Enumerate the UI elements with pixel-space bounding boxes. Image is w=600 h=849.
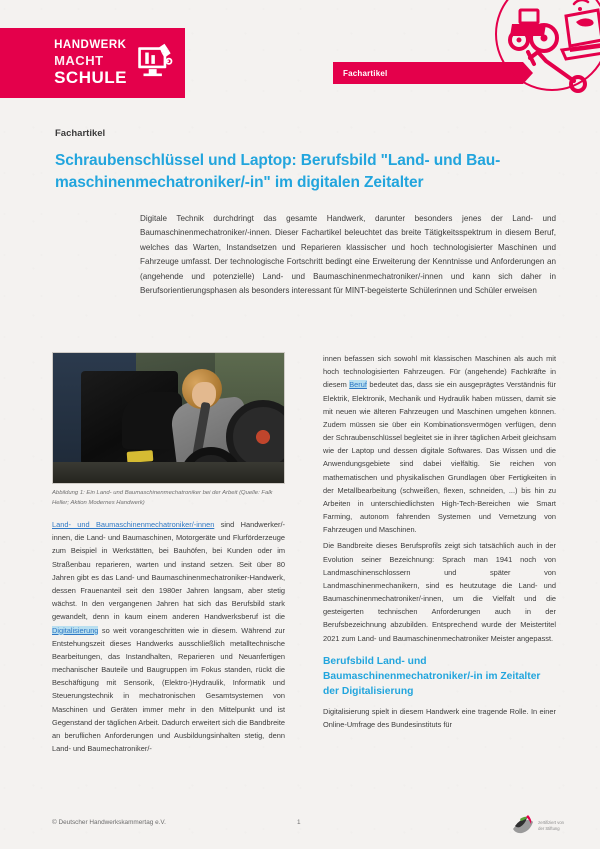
page-title-line2: maschinenmechatroniker/-in" im digitalen Zeitalter [55,174,424,191]
brand-logo-line2: MACHT [54,52,104,68]
left-paragraph-1-text-b: so weit vorangeschritten wie in diesem. Während zur Entstehungszeit dieses Handwerks ausschließlich metalltechnische Bearbeitungen, das Instandhalten, Reparieren und Neuanfertigen mechanischer Bauteile und Baugruppen im Fokus standen, rückt die Beschäftigung mit Sensorik, (Elektro-)Hydraulik, Informatik und Steuerungstechnik in mechatronischen Gesamtsystemen von Maschinen und Geräten immer mehr in den Mittelpunkt und ist Gegenstand der täglichen Arbeit. Dadurch erweitert sich die Bandbreite an beruflichen Anforderungen und Ausbildungsinhalten stetig, denn Land- und Baumechatroniker/- [52,625,285,754]
article-intro: Digitale Technik durchdringt das gesamte Handwerk, darunter besonders jenes der Land- und Baumaschinenmechatroniker/-innen. Dieser Fachartikel beleuchtet das breite Tätigkeitsspektrum in diesem Beruf, welches das Warten, Instandsetzen und Reparieren klassischer und hoch technologisierter Maschinen und Fahrzeuge umfasst. Der technologische Fortschritt bedingt eine Erweiterung der Kenntnisse und Anforderungen an (angehende und potenzielle) Land- und Baumaschinenmechatroniker/-innen und kann sich daher in Berufsorientierungsphasen als besonders interessant für MINT-begeisterte Schülerinnen und Schüler erweisen [140,214,556,296]
page-title [55,150,556,194]
page-header [0,0,600,118]
right-paragraph-2: Die Bandbreite dieses Berufsprofils zeigt sich tatsächlich auch in der Evolution seiner Bezeichnung: Sprach man 1941 noch von Landmaschinenschlossern und später von Landmaschinenmechanikern, sind es heutzutage die Land- und Baumaschinenmechatroniker/-innen, um die Vielfalt und die gesteigerten technischen Anforderungen auch in der Berufsbezeichnung abzubilden. Entsprechend wurde der Meistertitel 2021 zum Land- und Baumaschinenmechatroniker Meister angepasst. [323,541,556,643]
left-paragraph-1 [52,518,285,755]
left-paragraph-1-text-a: sind Handwerker/-innen, die Land- und Baumaschinen, Motorgeräte und Flurförderzeuge zum Beispiel in Werkstätten, bei Bauhöfen, bei Kunden oder im Straßenbau reparieren, warten und instand setzen. Seit über 80 Jahren gibt es das Land- und Baumaschinenmechatroniker-Handwerk, dessen Frauenanteil seit den 1980er Jahren langsam, aber stetig wächst. In den vergangenen Jahren hat sich das Berufsbild stark gewandelt, denn in kaum einem anderen Handwerksberuf ist die [52,520,285,622]
article-figure [52,352,285,508]
mechanic-photo [52,352,285,484]
right-paragraph-3: Digitalisierung spielt in diesem Handwerk eine tragende Rolle. In einer Online-Umfrage des Bundesinstituts für [323,706,556,729]
page-footer [0,807,600,849]
right-paragraph-1-text-b: bedeutet das, dass sie ein ausgeprägtes Verständnis für Elektrik, Elektronik, Mechanik und Hydraulik haben müssen, damit sie mit neuen wie älteren Fahrzeugen und Maschinen umgehen können. Zudem müssen sie über ein Kombinationsvermögen verfügen, denn der Schraubenschlüssel begleitet sie in ihrer täglichen Arbeit gleichsam wie der Laptop und dessen digitale Softwares. Das Wissen und die Anwendungsgebiete sind dabei vielfältig. Sie reichen von mathematischen und physikalischen Grundlagen über Fertigkeiten in der Metallbearbeitung (schweißen, flexen, schneiden, ...) bis hin zu Arbeiten in unterschiedlichsten High-Tech-Bereichen wie Smart Farming, autonom fahrenden Systemen und Vernetzung von Fahrzeugen und Maschinen. [323,380,556,535]
right-paragraph-1 [323,352,556,536]
title-zone [0,118,600,194]
section-heading-digitalisierung: Berufsbild Land- und Baumaschinenmechatroniker/-in im Zeitalter der Digitalisierung [323,655,541,697]
article-kicker: Fachartikel [55,128,106,139]
cert-line-2: der Stiftung [538,826,560,831]
right-paragraph-1-text-a: innen befassen sich sowohl mit klassischen Maschinen als auch mit hoch technologisierten Fahrzeugen. Für (angehende) Fachkräfte in diesem [323,354,556,390]
brand-logo-line3: SCHULE [54,67,127,87]
link-digitalisierung[interactable]: Digitalisierung [52,625,99,635]
certification-seal-text [538,820,564,831]
figure-caption: Abbildung 1: Ein Land- und Baumaschinenmechatroniker bei der Arbeit (Quelle: Falk Heller; Aktion Modernes Handwerk) [52,490,273,506]
tab-label: Fachartikel [343,68,388,78]
footer-copyright: © Deutscher Handwerkskammertag e.V. [52,819,166,826]
certification-seal-icon [509,813,535,839]
certification-seal [509,813,564,839]
brand-logo-line1: HANDWERK [54,39,127,52]
page-title-line1: Schraubenschlüssel und Laptop: Berufsbild "Land- und Bau- [55,152,501,169]
tractor-laptop-wrench-circle-icon [490,0,600,104]
left-column [52,352,285,758]
footer-page-number: 1 [297,819,301,826]
article-body-columns [0,352,600,758]
brand-logo-wordmark [54,40,127,86]
monitor-tools-icon [133,42,175,84]
cert-line-1: zertifiziert von [538,820,564,826]
brand-logo [0,28,185,98]
link-beruf[interactable]: Beruf [349,380,367,390]
right-column [323,352,556,758]
link-berufsbezeichnung[interactable]: Land- und Baumaschinenmechatroniker/-innen [52,520,215,530]
